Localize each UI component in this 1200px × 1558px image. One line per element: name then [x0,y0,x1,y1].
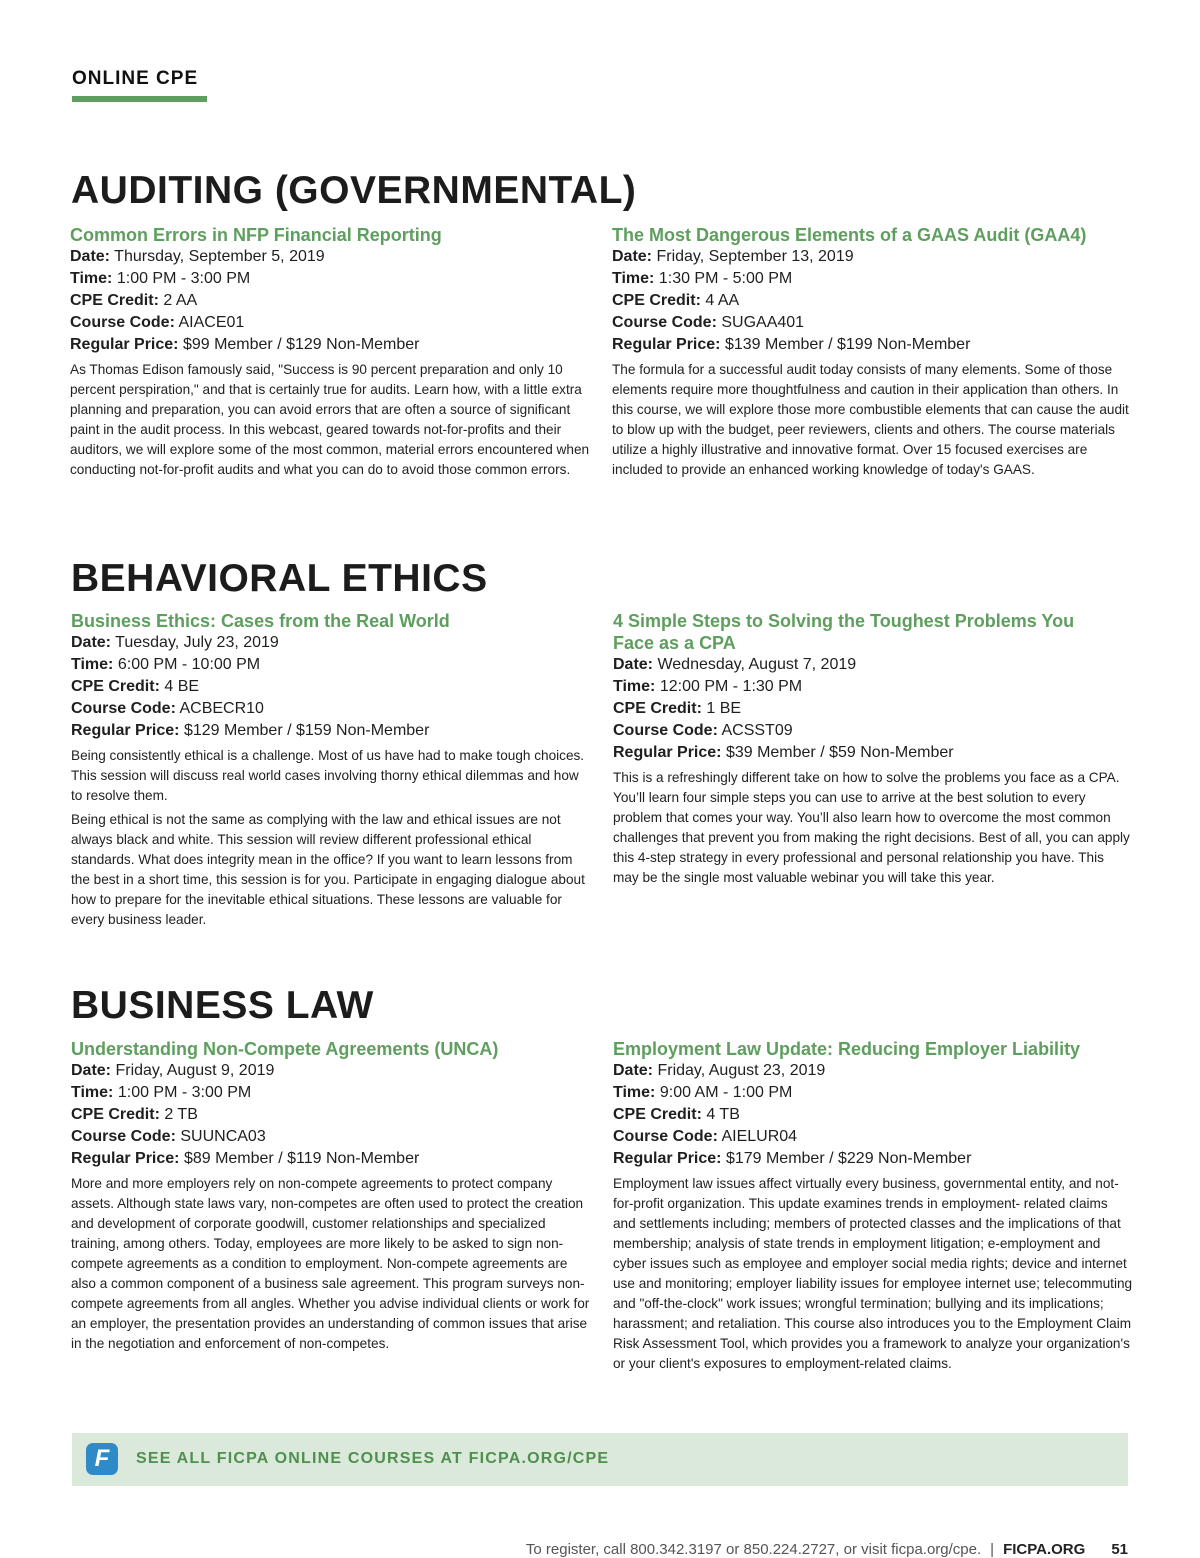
course-card-employment-law [613,1038,1133,1374]
course-card-simple-steps [613,610,1133,888]
course-price: Regular Price: $139 Member / $199 Non-Member [612,336,971,353]
course-description: This is a refreshingly different take on how to solve the problems you face as a CPA. You’ll learn four simple steps you can use to arrive at the best solution to every problem that comes your way. You’ll also learn how to overcome the most common challenges that prevent you from making the right decisions. Best of all, you can apply this 4-step strategy in every professional and personal relationship you have. This may be the single most valuable webinar you will take this year. [613,770,1130,885]
course-code: Course Code: ACSST09 [613,722,793,739]
course-price: Regular Price: $129 Member / $159 Non-Member [71,722,430,739]
course-credit: CPE Credit: 2 TB [71,1106,198,1123]
course-description: The formula for a successful audit today consists of many elements. Some of those elements require more thoughtfulness and caution in their application than others. In this course, we will explore those more combustible elements that can cause the audit to blow up with the budget, peer reviewers, clients and others. The course materials utilize a highly illustrative and innovative format. Over 15 focused exercises are included to provide an enhanced working knowledge of today's GAAS. [612,362,1129,477]
register-info: To register, call 800.342.3197 or 850.224.2727, or visit ficpa.org/cpe. [525,1541,982,1558]
course-title: The Most Dangerous Elements of a GAAS Audit (GAA4) [612,225,1087,245]
section-title-auditing: AUDITING (GOVERNMENTAL) [71,169,637,212]
course-time: Time: 1:30 PM - 5:00 PM [612,270,793,287]
course-title: Common Errors in NFP Financial Reporting [70,225,442,245]
course-price: Regular Price: $39 Member / $59 Non-Member [613,744,954,761]
course-title: 4 Simple Steps to Solving the Toughest Problems You Face as a CPA [613,611,1075,653]
page-section-label: ONLINE CPE [72,68,199,89]
course-date: Date: Wednesday, August 7, 2019 [613,656,857,673]
course-credit: CPE Credit: 2 AA [70,292,198,309]
course-credit: CPE Credit: 4 BE [71,678,200,695]
footer-separator: | [990,1541,995,1558]
section-label-underline [72,96,207,102]
course-date: Date: Thursday, September 5, 2019 [70,248,325,265]
course-card-business-ethics [71,610,591,930]
course-price: Regular Price: $99 Member / $129 Non-Member [70,336,420,353]
footer-site-link[interactable]: FICPA.ORG [1003,1541,1086,1558]
course-price: Regular Price: $89 Member / $119 Non-Member [71,1150,420,1167]
course-card-nfp-errors [70,224,590,480]
course-card-non-compete [71,1038,591,1354]
course-date: Date: Friday, August 9, 2019 [71,1062,275,1079]
course-code: Course Code: AIACE01 [70,314,245,331]
course-description: Being consistently ethical is a challenge. Most of us have had to make tough choices. This session will discuss real world cases involving thorny ethical dilemmas and how to resolve them. Being ethical is not the same as complying with the law and ethical issues are not always black and white. This session will review different professional ethical standards. What does integrity mean in the office? If you want to learn lessons from the best in a short time, this session is for you. Participate in engaging dialogue about how to prepare for the inevitable ethical situations. These lessons are valuable for every business leader. [71,748,585,927]
banner-link-text[interactable]: SEE ALL FICPA ONLINE COURSES AT FICPA.ORG/CPE [136,1450,610,1467]
course-description: As Thomas Edison famously said, "Success is 90 percent preparation and only 10 percent perspiration," and that is certainly true for audits. Learn how, with a little extra planning and preparation, you can avoid errors that are often a source of significant paint in the audit process. In this webcast, geared towards not-for-profits and their auditors, we will explore some of the most common, material errors encountered when conducting not-for-profit audits and what you can do to avoid those common errors. [70,362,590,477]
ficpa-logo-icon: F [86,1443,118,1475]
course-code: Course Code: AIELUR04 [613,1128,798,1145]
course-code: Course Code: SUGAA401 [612,314,805,331]
course-price: Regular Price: $179 Member / $229 Non-Member [613,1150,972,1167]
see-all-courses-banner[interactable] [72,1433,1128,1486]
course-time: Time: 9:00 AM - 1:00 PM [613,1084,793,1101]
course-date: Date: Friday, September 13, 2019 [612,248,854,265]
course-title: Employment Law Update: Reducing Employer Liability [613,1039,1081,1059]
page-footer [526,1541,1128,1558]
course-credit: CPE Credit: 4 TB [613,1106,740,1123]
course-code: Course Code: ACBECR10 [71,700,264,717]
course-time: Time: 1:00 PM - 3:00 PM [71,1084,252,1101]
page-number: 51 [1111,1541,1128,1558]
course-time: Time: 1:00 PM - 3:00 PM [70,270,251,287]
course-code: Course Code: SUUNCA03 [71,1128,266,1145]
course-credit: CPE Credit: 4 AA [612,292,740,309]
course-credit: CPE Credit: 1 BE [613,700,742,717]
course-date: Date: Tuesday, July 23, 2019 [71,634,279,651]
section-title-business-law: BUSINESS LAW [71,984,374,1027]
course-description: More and more employers rely on non-compete agreements to protect company assets. Although state laws vary, non-competes are often used to protect the creation and development of corporate goodwill, customer relationships and specialized training, among others. Today, employees are more likely to be asked to sign non-compete agreements as a condition to employment. Non-compete agreements are also a common component of a business sale agreement. This program surveys non-compete agreements from all angles. Whether you advise individual clients or work for an employer, the presentation provides an understanding of common issues that arise in the negotiation and enforcement of non-competes. [71,1176,590,1351]
course-description: Employment law issues affect virtually every business, governmental entity, and not-for-profit organization. This update examines trends in employment- related claims and settlements including; members of protected classes and the implications of that membership; analysis of state trends in employment litigation; e-employment and cyber issues such as employee and employer social media rights; device and internet use and monitoring; employer liability issues for employee internet use; telecommuting and "off-the-clock" work issues; wrongful termination; bullying and its implications; harassment; and retaliation. This course also introduces you to the Employment Claim Risk Assessment Tool, which provides you a framework to analyze your organization's or your client's exposures to employment-related claims. [613,1176,1133,1371]
course-title: Understanding Non-Compete Agreements (UNCA) [71,1039,499,1059]
course-date: Date: Friday, August 23, 2019 [613,1062,826,1079]
course-title: Business Ethics: Cases from the Real World [71,611,450,631]
course-card-gaas-audit [612,224,1132,480]
section-title-behavioral-ethics: BEHAVIORAL ETHICS [71,557,488,600]
course-time: Time: 6:00 PM - 10:00 PM [71,656,261,673]
course-time: Time: 12:00 PM - 1:30 PM [613,678,803,695]
